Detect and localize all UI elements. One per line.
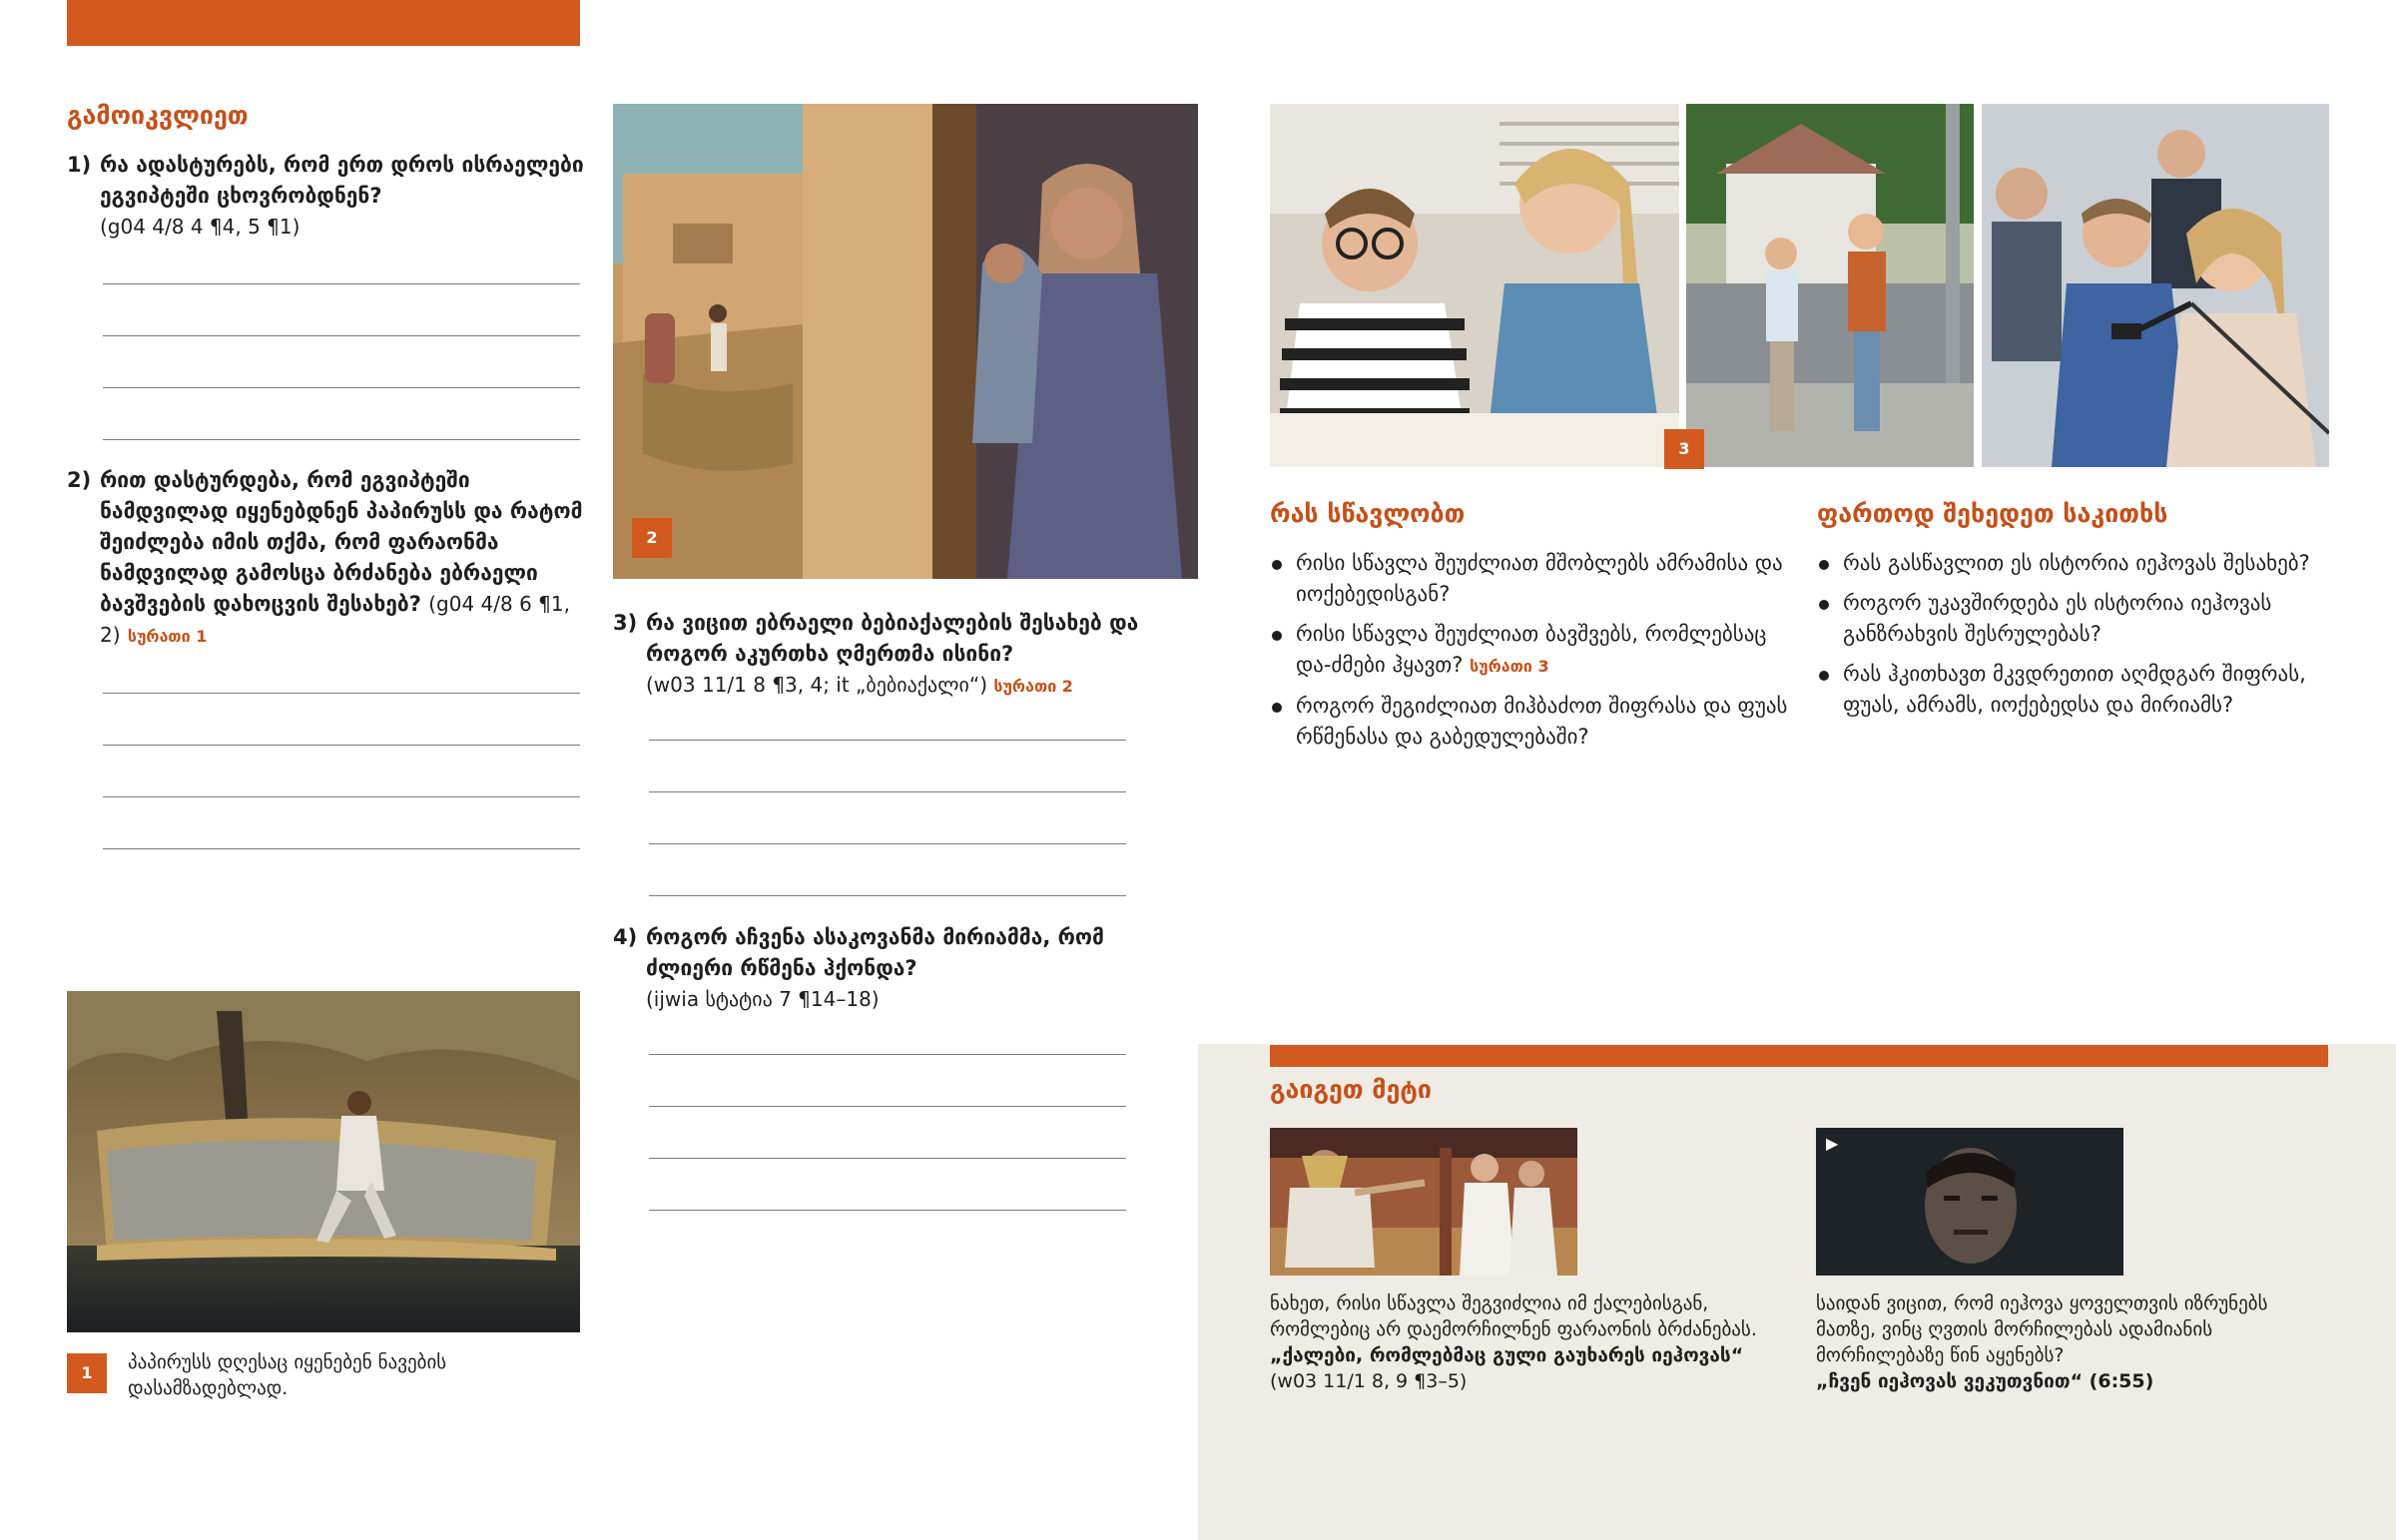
question-number: 4): [613, 925, 638, 949]
question-text: რა ადასტურებს, რომ ერთ დროს ისრაელები ეგვიპტეში ცხოვრობდნენ?: [100, 153, 584, 208]
question-text: რით დასტურდება, რომ ეგვიპტეში ნამდვილად იყენებდნენ პაპირუსს და რატომ შეიძლება იმის თქმა, რომ ფარაონმა ნამდვილად გამოსცა ბრძანება ებრაელი ბავშვების დახოცვის შესახებ?: [100, 468, 583, 616]
answer-line[interactable]: [103, 848, 580, 849]
list-item: როგორ უკავშირდება ეს ისტორია იეჰოვას განზრახვის შესრულებას?: [1817, 588, 2336, 650]
image-badge-1: 1: [67, 1353, 107, 1393]
answer-line[interactable]: [103, 796, 580, 797]
image1-caption: პაპირუსს დღესაც იყენებენ ნავების დასამზადებლად.: [128, 1351, 447, 1399]
question-ref: (g04 4/8 4 ¶4, 5 ¶1): [100, 215, 300, 239]
list-item: რისი სწავლა შეუძლიათ მშობლებს ამრამისა და იოქებედისგან?: [1270, 548, 1789, 610]
answer-line[interactable]: [103, 335, 580, 336]
midwives-painting: [613, 104, 1198, 579]
answer-line[interactable]: [649, 791, 1126, 792]
question-text: რა ვიცით ებრაელი ბებიაქალების შესახებ და როგორ აკურთხა ღმერთმა ისინი?: [646, 611, 1139, 666]
learn-more-accent-bar: [1270, 1045, 2328, 1067]
answer-line[interactable]: [103, 693, 580, 694]
answer-line[interactable]: [103, 439, 580, 440]
papyrus-boat-photo: [67, 991, 580, 1332]
picture-tag: სურათი 1: [127, 627, 208, 646]
top-accent-bar: [67, 0, 580, 46]
picture-tag: სურათი 2: [993, 677, 1073, 696]
article-caption: [1270, 1290, 1789, 1394]
answer-line[interactable]: [103, 283, 580, 284]
question-number: 2): [67, 468, 92, 492]
answer-line[interactable]: [649, 895, 1126, 896]
question-1: [67, 150, 586, 243]
answer-line[interactable]: [649, 843, 1126, 844]
video-link[interactable]: „ჩვენ იეჰოვას ვეკუთვნით“ (6:55): [1816, 1370, 2154, 1392]
question-number: 1): [67, 153, 92, 177]
siblings-walking-photo: [1686, 104, 1974, 467]
answer-line[interactable]: [103, 745, 580, 746]
research-title: გამოიკვლიეთ: [67, 101, 249, 130]
learn-list: [1270, 548, 1789, 762]
list-item: რისი სწავლა შეუძლიათ ბავშვებს, რომლებსაც და-ძმები ჰყავთ? სურათი 3: [1270, 619, 1789, 682]
question-4: [613, 922, 1192, 1015]
learn-more-title: გაიგეთ მეტი: [1270, 1075, 1432, 1104]
list-item: რას გასწავლით ეს ისტორია იეჰოვას შესახებ?: [1817, 548, 2336, 579]
answer-line[interactable]: [649, 740, 1126, 741]
image-badge-3: 3: [1664, 429, 1704, 469]
answer-line[interactable]: [649, 1158, 1126, 1159]
question-ref: (w03 11/1 8 ¶3, 4; it „ბებიაქალი“): [646, 673, 988, 697]
learn-title: რას სწავლობთ: [1270, 499, 1466, 528]
article-thumbnail[interactable]: [1270, 1128, 1577, 1276]
image-badge-2: 2: [632, 518, 672, 558]
article-link[interactable]: „ქალები, რომლებმაც გული გაუხარეს იეჰოვას“: [1270, 1344, 1744, 1366]
siblings-drawing-photo: [1270, 104, 1679, 467]
answer-line[interactable]: [103, 387, 580, 388]
question-text: როგორ აჩვენა ასაკოვანმა მირიამმა, რომ ძლიერი რწმენა ჰქონდა?: [646, 925, 1104, 980]
list-item: როგორ შეგიძლიათ მიჰბაძოთ შიფრასა და ფუას რწმენასა და გაბედულებაში?: [1270, 691, 1789, 753]
question-3: [613, 608, 1192, 702]
question-number: 3): [613, 611, 638, 635]
video-caption: [1816, 1290, 2315, 1394]
video-thumbnail[interactable]: [1816, 1128, 2123, 1276]
article-ref: (w03 11/1 8, 9 ¶3–5): [1270, 1370, 1468, 1392]
play-icon[interactable]: ▶: [1826, 1134, 1839, 1153]
picture-tag: სურათი 3: [1470, 657, 1549, 676]
meeting-comment-photo: [1982, 104, 2329, 467]
question-2: [67, 465, 586, 652]
question-ref: (g04 4/8 6 ¶1, 2): [100, 592, 570, 647]
answer-line[interactable]: [649, 1106, 1126, 1107]
list-item: რას ჰკითხავთ მკვდრეთით აღმდგარ შიფრას, ფუას, ამრამს, იოქებედსა და მირიამს?: [1817, 659, 2336, 721]
video-description: საიდან ვიცით, რომ იეჰოვა ყოველთვის იზრუნებს მათზე, ვინც ღვთის მორჩილებას ადამიანის მორჩილებაზე წინ აყენებს?: [1816, 1292, 2268, 1366]
answer-line[interactable]: [649, 1054, 1126, 1055]
broader-title: ფართოდ შეხედეთ საკითხს: [1817, 499, 2168, 528]
article-description: ნახეთ, რისი სწავლა შეგვიძლია იმ ქალებისგან, რომლებიც არ დაემორჩილნენ ფარაონის ბრძანებას.: [1270, 1292, 1757, 1340]
answer-line[interactable]: [649, 1210, 1126, 1211]
question-ref: (ijwia სტატია 7 ¶14–18): [646, 987, 880, 1011]
broader-list: [1817, 548, 2336, 730]
